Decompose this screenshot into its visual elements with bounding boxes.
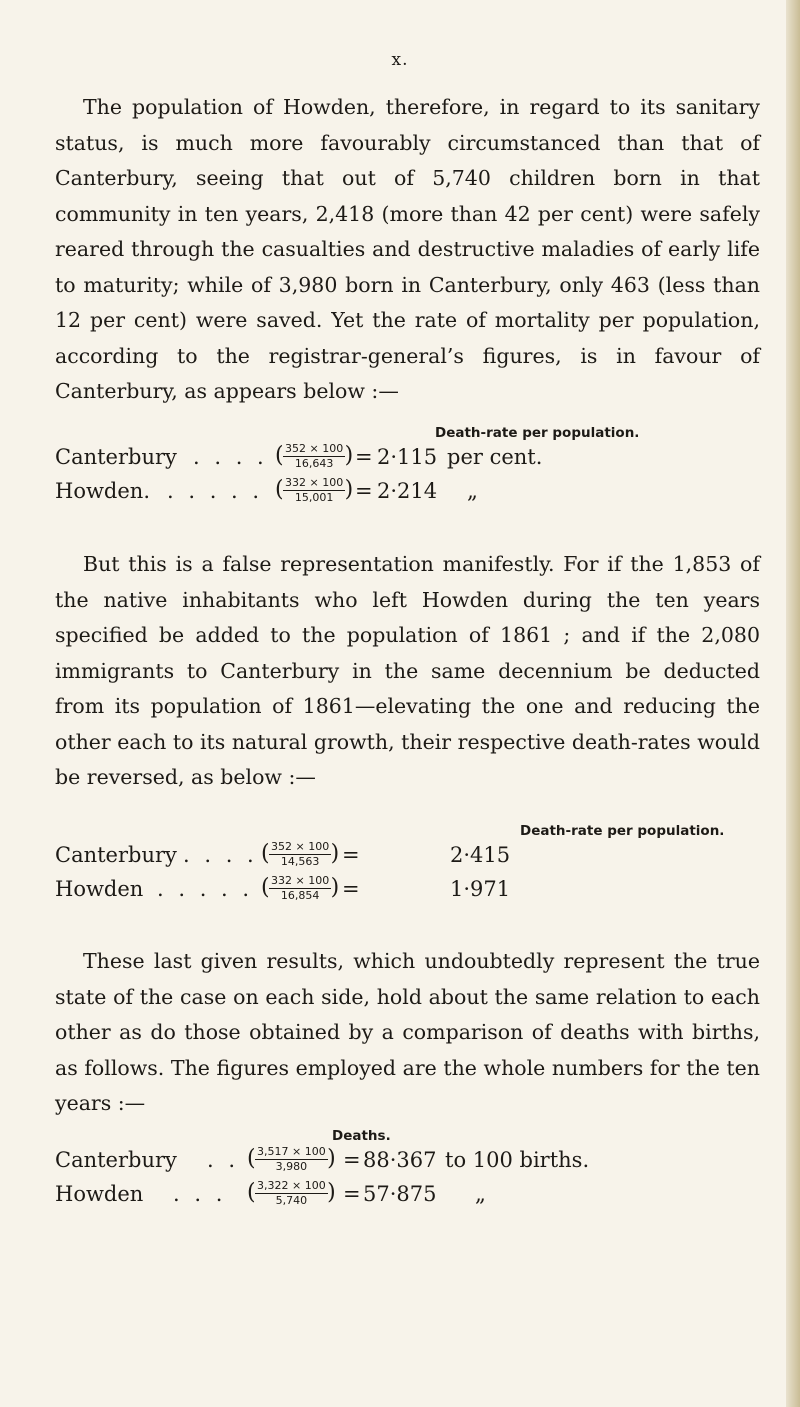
equals-sign: =: [355, 479, 373, 503]
equals-sign: =: [355, 445, 373, 469]
deaths-value: 88·367: [363, 1148, 437, 1172]
table2-row-howden: [55, 874, 760, 907]
equals-sign: =: [343, 1148, 361, 1172]
table1-row-canterbury: [55, 442, 760, 475]
leader-dots: . . . .: [183, 843, 258, 867]
equals-sign: =: [343, 1182, 361, 1206]
deaths-value: 57·875: [363, 1182, 437, 1206]
fraction-numerator: 3,322 × 100: [257, 1179, 326, 1192]
leader-dots: . . . .: [193, 445, 268, 469]
fraction: ( 3,322 × 100 5,740 ): [247, 1179, 336, 1207]
fraction-denominator: 14,563: [280, 855, 320, 868]
fraction-numerator: 332 × 100: [271, 874, 330, 887]
fraction-numerator: 3,517 × 100: [257, 1145, 326, 1158]
place-name: Canterbury: [55, 843, 177, 867]
fraction-denominator: 16,643: [294, 457, 334, 470]
equals-sign: =: [342, 877, 360, 901]
fraction: ( 3,517 × 100 3,980 ): [247, 1145, 336, 1173]
death-rate-value: 1·971: [450, 877, 511, 901]
table3-header: Deaths.: [332, 1128, 391, 1144]
fraction-numerator: 352 × 100: [271, 840, 330, 853]
place-name: Canterbury: [55, 445, 177, 469]
ditto-mark: „: [475, 1182, 486, 1206]
table2-header: Death-rate per population.: [520, 823, 725, 839]
paragraph-2-text: But this is a false representation manifestly. For if the 1,853 of the native inhabitants who left Howden during the ten years specified be added to the population of 1861 ; and if the 2,080 immigrants to Canterbury in the same decennium be deducted from its population of 1861—elevating the one and reducing the other each to its natural growth, their respective death-rates would be reversed, as below :—: [55, 552, 760, 789]
paragraph-3: [55, 944, 760, 1122]
fraction: ( 332 × 100 16,854 ): [261, 874, 340, 902]
fraction-denominator: 5,740: [275, 1194, 308, 1207]
equals-sign: =: [342, 843, 360, 867]
table1-header: Death-rate per population.: [435, 425, 640, 441]
place-name: Howden.: [55, 479, 151, 503]
page-number: x.: [391, 50, 409, 70]
leader-dots: . . . . .: [157, 877, 254, 901]
fraction: ( 352 × 100 16,643 ): [275, 442, 354, 470]
leader-dots: . . . . .: [167, 479, 264, 503]
page-edge: [786, 0, 800, 1407]
paragraph-1-text: The population of Howden, therefore, in regard to its sanitary status, is much more favourably circumstanced than that of Canterbury, seeing that out of 5,740 children born in that community in ten years, 2,418 (more than 42 per cent) were safely reared through the casualties and destructive maladies of early life to maturity; while of 3,980 born in Canterbury, only 463 (less than 12 per cent) were saved. Yet the rate of mortality per population, according to the registrar-general’s figures, is in favour of Canterbury, as appears below :—: [55, 95, 760, 403]
fraction-denominator: 15,001: [294, 491, 334, 504]
death-rate-value: 2·415: [450, 843, 511, 867]
unit-label: per cent.: [447, 445, 543, 469]
place-name: Howden: [55, 1182, 144, 1206]
paragraph-3-text: These last given results, which undoubtedly represent the true state of the case on each side, hold about the same relation to each other as do those obtained by a comparison of deaths with births, as follows. The figures employed are the whole numbers for the ten years :—: [55, 949, 760, 1115]
place-name: Canterbury: [55, 1148, 177, 1172]
ditto-mark: „: [467, 479, 478, 503]
fraction: ( 352 × 100 14,563 ): [261, 840, 340, 868]
table2-row-canterbury: [55, 840, 760, 873]
death-rate-value: 2·115: [377, 445, 438, 469]
place-name: Howden: [55, 877, 144, 901]
fraction-denominator: 3,980: [275, 1160, 308, 1173]
paragraph-1: [55, 90, 760, 410]
fraction-numerator: 352 × 100: [285, 442, 344, 455]
fraction-denominator: 16,854: [280, 889, 320, 902]
leader-dots: . . .: [173, 1182, 227, 1206]
table3-row-canterbury: [55, 1145, 760, 1178]
unit-label: to 100 births.: [445, 1148, 590, 1172]
leader-dots: . .: [207, 1148, 240, 1172]
table1-row-howden: [55, 476, 760, 509]
fraction-numerator: 332 × 100: [285, 476, 344, 489]
paragraph-2: [55, 547, 760, 796]
fraction: ( 332 × 100 15,001 ): [275, 476, 354, 504]
death-rate-value: 2·214: [377, 479, 438, 503]
table3-row-howden: [55, 1179, 760, 1212]
